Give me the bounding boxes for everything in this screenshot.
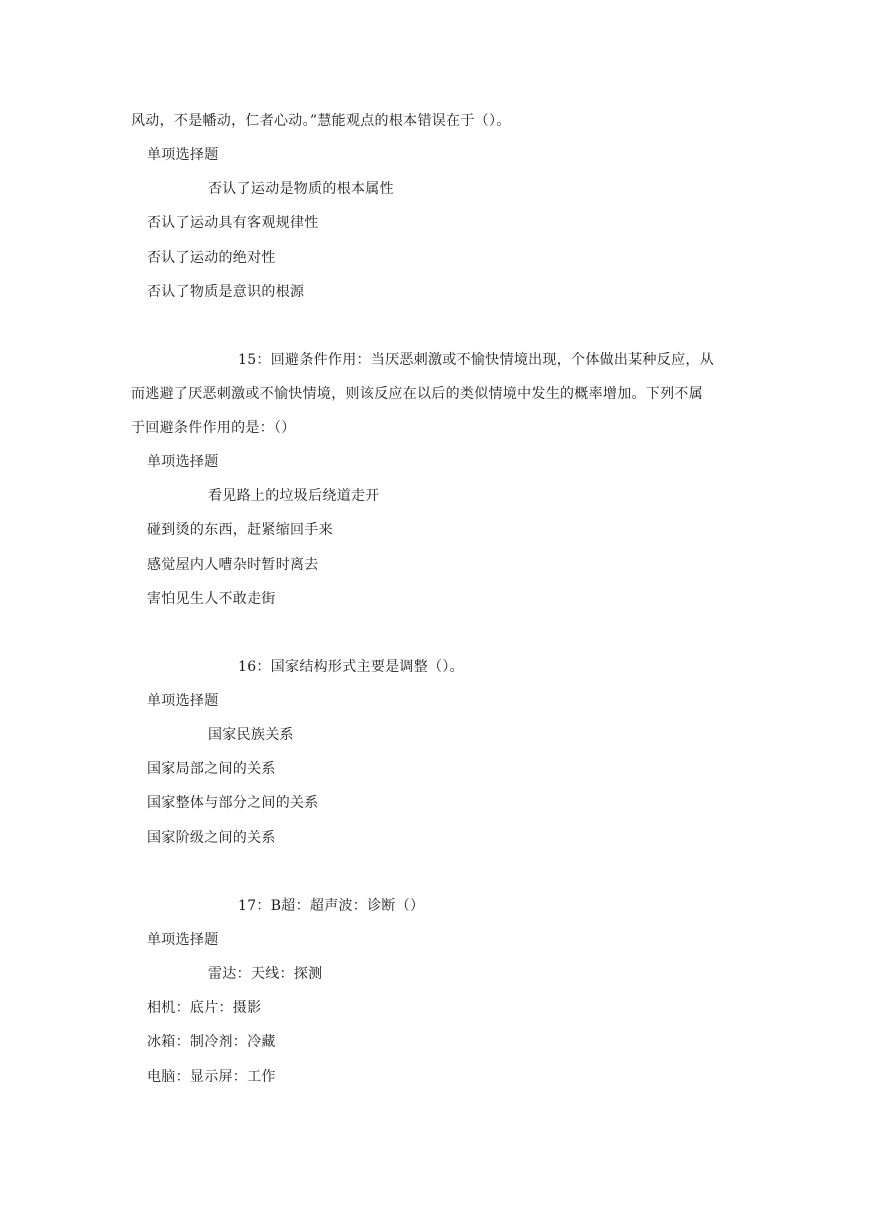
q17-question-type: 单项选择题 [147, 932, 219, 948]
q14-option-a: 否认了运动是物质的根本属性 [208, 181, 394, 197]
q14-option-b: 否认了运动具有客观规律性 [147, 215, 319, 231]
q16-option-c: 国家整体与部分之间的关系 [147, 795, 319, 811]
q14-option-c: 否认了运动的绝对性 [147, 250, 276, 266]
q15-question-type: 单项选择题 [147, 454, 219, 470]
q17-option-d: 电脑：显示屏：工作 [147, 1069, 276, 1085]
q15-option-d: 害怕见生人不敢走街 [147, 591, 276, 607]
q14-stem-tail: 风动，不是幡动，仁者心动。”慧能观点的根本错误在于（）。 [131, 113, 511, 129]
q15-option-c: 感觉屋内人嘈杂时暂时离去 [147, 557, 319, 573]
q15-option-a: 看见路上的垃圾后绕道走开 [208, 488, 380, 504]
q15-stem-line-1: 15：回避条件作用：当厌恶刺激或不愉快情境出现，个体做出某种反应，从 [238, 352, 715, 368]
q17-stem: 17：B超：超声波：诊断（） [238, 898, 425, 914]
q15-option-b: 碰到烫的东西，赶紧缩回手来 [147, 522, 333, 538]
q14-question-type: 单项选择题 [147, 147, 219, 163]
q15-stem-line-2: 而逃避了厌恶刺激或不愉快情境，则该反应在以后的类似情境中发生的概率增加。下列不属 [131, 386, 703, 402]
q16-option-a: 国家民族关系 [208, 727, 294, 743]
q17-option-a: 雷达：天线：探测 [208, 966, 323, 982]
q14-option-d: 否认了物质是意识的根源 [147, 284, 305, 300]
q16-option-b: 国家局部之间的关系 [147, 761, 276, 777]
q15-stem-line-3: 于回避条件作用的是：（） [131, 420, 296, 436]
q17-option-b: 相机：底片：摄影 [147, 1000, 262, 1016]
q16-option-d: 国家阶级之间的关系 [147, 830, 276, 846]
q17-option-c: 冰箱：制冷剂：冷藏 [147, 1034, 276, 1050]
q16-question-type: 单项选择题 [147, 693, 219, 709]
q16-stem: 16：国家结构形式主要是调整（）。 [238, 659, 464, 675]
